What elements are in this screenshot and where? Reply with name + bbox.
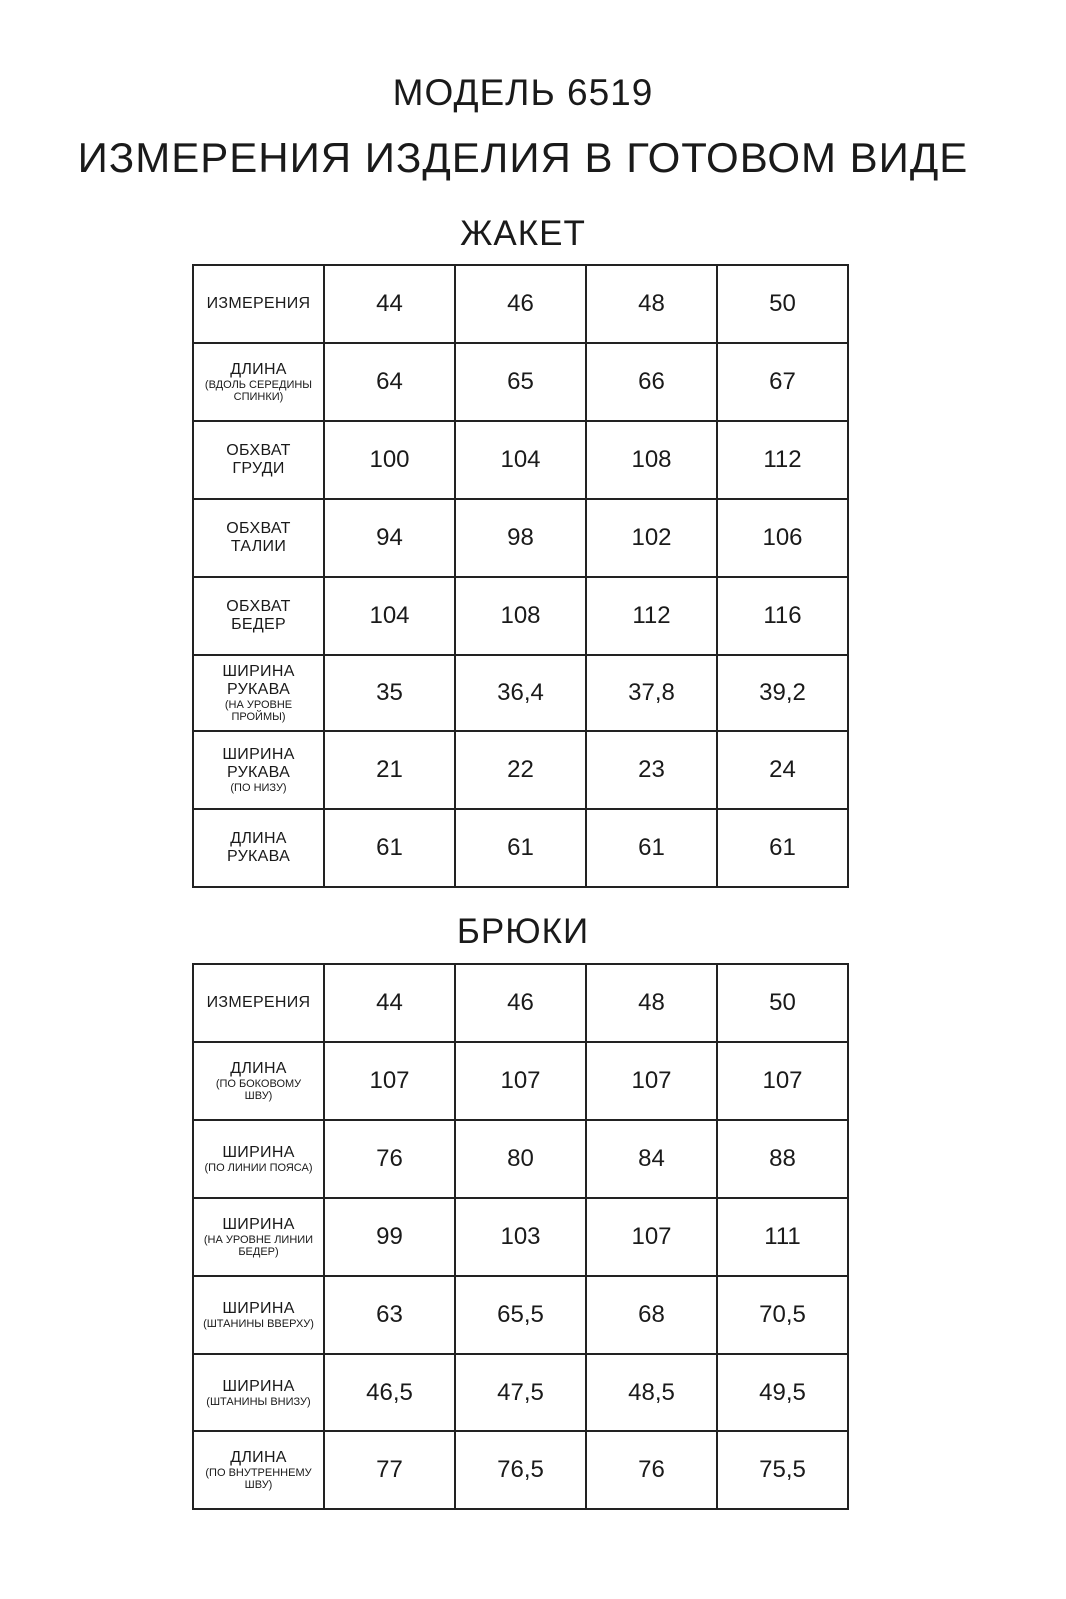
row-label-cell — [193, 499, 324, 577]
value-cell — [586, 731, 717, 809]
row-label-note: (НА УРОВНЕ — [224, 699, 293, 711]
table-row — [193, 1354, 848, 1431]
value-cell — [455, 1354, 586, 1431]
table-row — [193, 655, 848, 731]
value-cell — [717, 1276, 848, 1354]
row-label: ШИРИНА — [222, 1300, 295, 1317]
value-cell — [586, 1042, 717, 1120]
measurement-value: 47,5 — [497, 1378, 544, 1406]
table-row — [193, 1042, 848, 1120]
value-cell — [455, 499, 586, 577]
row-label: ОБХВАТ — [226, 442, 291, 459]
table-row — [193, 265, 848, 343]
value-cell — [586, 964, 717, 1042]
value-cell — [586, 655, 717, 731]
measurement-value: 112 — [632, 602, 671, 629]
row-label-cell — [193, 1042, 324, 1120]
trousers-section-title: БРЮКИ — [456, 912, 590, 951]
measurement-value: 94 — [376, 524, 403, 551]
value-cell — [455, 964, 586, 1042]
measurement-value: 50 — [769, 989, 796, 1016]
value-cell — [717, 1431, 848, 1509]
measurement-value: 107 — [369, 1067, 410, 1094]
row-label-note: ШВУ) — [244, 1479, 273, 1491]
measurement-value: 46 — [507, 989, 534, 1016]
measurement-value: 107 — [762, 1067, 803, 1094]
row-label-cell — [193, 1198, 324, 1276]
value-cell — [324, 964, 455, 1042]
measurement-value: 49,5 — [759, 1378, 806, 1406]
measurement-value: 84 — [638, 1145, 665, 1172]
row-label: ОБХВАТ — [226, 598, 291, 615]
table-row — [193, 1120, 848, 1198]
measurement-value: 61 — [638, 834, 665, 861]
trousers-table-body — [193, 964, 848, 1509]
value-cell — [324, 731, 455, 809]
measurement-value: 104 — [369, 602, 410, 629]
value-cell — [455, 1198, 586, 1276]
value-cell — [455, 1276, 586, 1354]
row-label: ОБХВАТ — [226, 520, 291, 537]
measurement-value: 50 — [769, 290, 796, 317]
measurement-value: 36,4 — [497, 679, 544, 706]
value-cell — [324, 655, 455, 731]
value-cell — [324, 1431, 455, 1509]
measurement-value: 112 — [763, 446, 802, 473]
measurement-value: 75,5 — [759, 1456, 806, 1483]
measurement-value: 98 — [507, 524, 534, 551]
value-cell — [455, 1431, 586, 1509]
value-cell — [717, 964, 848, 1042]
value-cell — [717, 421, 848, 499]
measurement-value: 35 — [376, 679, 403, 706]
row-label-cell — [193, 421, 324, 499]
row-label-note: (ПО ВНУТРЕННЕМУ — [205, 1467, 312, 1479]
row-label: ДЛИНА — [230, 830, 287, 847]
table-row — [193, 731, 848, 809]
jacket-section-title: ЖАКЕТ — [460, 214, 586, 253]
value-cell — [717, 1354, 848, 1431]
measurement-value: 99 — [376, 1223, 403, 1250]
measurement-value: 108 — [500, 602, 541, 629]
value-cell — [717, 809, 848, 887]
measurement-value: 77 — [376, 1456, 403, 1483]
row-label-cell — [193, 731, 324, 809]
measurement-value: 76 — [638, 1456, 665, 1483]
value-cell — [717, 731, 848, 809]
value-cell — [324, 499, 455, 577]
trousers-measurement-table — [192, 963, 849, 1510]
table-row — [193, 421, 848, 499]
measurement-value: 107 — [631, 1067, 672, 1094]
value-cell — [586, 1354, 717, 1431]
table-row — [193, 343, 848, 421]
value-cell — [324, 1276, 455, 1354]
row-label-note: ШВУ) — [244, 1090, 273, 1102]
value-cell — [586, 421, 717, 499]
measurement-value: 66 — [638, 368, 665, 395]
value-cell — [717, 577, 848, 655]
table-row — [193, 1276, 848, 1354]
value-cell — [324, 1198, 455, 1276]
value-cell — [586, 265, 717, 343]
measurement-value: 116 — [763, 602, 802, 629]
page-title: ИЗМЕРЕНИЯ ИЗДЕЛИЯ В ГОТОВОМ ВИДЕ — [77, 134, 969, 181]
measurement-value: 22 — [507, 756, 534, 783]
row-label: ИЗМЕРЕНИЯ — [206, 295, 311, 312]
row-label: ШИРИНА — [222, 663, 295, 680]
table-row — [193, 577, 848, 655]
table-row — [193, 1431, 848, 1509]
measurement-value: 108 — [631, 446, 672, 473]
value-cell — [455, 731, 586, 809]
value-cell — [455, 1120, 586, 1198]
measurement-value: 107 — [631, 1223, 672, 1250]
measurement-value: 106 — [762, 524, 803, 551]
row-label-cell — [193, 265, 324, 343]
row-label-note: ПРОЙМЫ) — [231, 711, 286, 723]
measurement-value: 61 — [376, 834, 403, 861]
value-cell — [455, 577, 586, 655]
measurement-value: 68 — [638, 1301, 665, 1328]
value-cell — [717, 1198, 848, 1276]
row-label-cell — [193, 1276, 324, 1354]
measurement-value: 100 — [369, 446, 410, 473]
row-label: ШИРИНА — [222, 1377, 295, 1395]
value-cell — [455, 421, 586, 499]
value-cell — [324, 265, 455, 343]
row-label-note: (ПО НИЗУ) — [230, 782, 287, 794]
row-label-cell — [193, 1120, 324, 1198]
value-cell — [717, 1120, 848, 1198]
measurement-value: 104 — [500, 446, 541, 473]
row-label-note: БЕДЕР) — [238, 1246, 279, 1258]
measurement-value: 48,5 — [628, 1378, 675, 1406]
value-cell — [324, 1120, 455, 1198]
value-cell — [455, 265, 586, 343]
row-label: ИЗМЕРЕНИЯ — [206, 994, 311, 1011]
measurement-value: 67 — [769, 368, 796, 395]
measurement-value: 46 — [507, 290, 534, 317]
value-cell — [717, 1042, 848, 1120]
row-label-cell — [193, 343, 324, 421]
row-label-note: (ПО БОКОВОМУ — [215, 1078, 302, 1090]
measurement-value: 61 — [769, 834, 796, 861]
measurement-value: 111 — [764, 1223, 801, 1250]
table-row — [193, 964, 848, 1042]
row-label: РУКАВА — [226, 764, 291, 781]
row-label-cell — [193, 964, 324, 1042]
measurement-value: 65 — [507, 368, 534, 395]
value-cell — [324, 343, 455, 421]
measurement-value: 39,2 — [759, 679, 806, 706]
value-cell — [455, 1042, 586, 1120]
measurement-value: 76 — [376, 1145, 403, 1172]
measurement-value: 37,8 — [628, 679, 675, 706]
value-cell — [324, 1042, 455, 1120]
value-cell — [455, 809, 586, 887]
row-label: ДЛИНА — [230, 1449, 287, 1466]
value-cell — [586, 809, 717, 887]
value-cell — [586, 1431, 717, 1509]
row-label: ДЛИНА — [230, 361, 287, 378]
row-label: ТАЛИИ — [230, 538, 287, 555]
row-label-note: (ШТАНИНЫ ВВЕРХУ) — [203, 1318, 314, 1330]
row-label-note: (ВДОЛЬ СЕРЕДИНЫ — [204, 379, 313, 391]
row-label-note: СПИНКИ) — [233, 391, 284, 403]
measurement-value: 44 — [376, 290, 403, 317]
row-label-cell — [193, 655, 324, 731]
value-cell — [324, 1354, 455, 1431]
model-title: МОДЕЛЬ 6519 — [392, 72, 654, 113]
value-cell — [717, 499, 848, 577]
value-cell — [324, 421, 455, 499]
row-label: РУКАВА — [226, 681, 291, 698]
jacket-measurement-table — [192, 264, 849, 888]
measurement-value: 107 — [500, 1067, 541, 1094]
row-label-note: (НА УРОВНЕ ЛИНИИ — [203, 1234, 314, 1246]
row-label-cell — [193, 1431, 324, 1509]
value-cell — [586, 1276, 717, 1354]
measurement-value: 44 — [376, 989, 403, 1016]
row-label: РУКАВА — [226, 848, 291, 865]
value-cell — [455, 655, 586, 731]
measurement-value: 103 — [500, 1223, 541, 1250]
row-label: БЕДЕР — [231, 616, 286, 633]
measurement-value: 63 — [376, 1301, 403, 1328]
row-label: ДЛИНА — [230, 1060, 287, 1077]
value-cell — [324, 577, 455, 655]
value-cell — [586, 577, 717, 655]
measurement-value: 80 — [507, 1145, 534, 1172]
value-cell — [717, 265, 848, 343]
measurement-value: 70,5 — [759, 1301, 806, 1328]
table-row — [193, 499, 848, 577]
measurement-value: 46,5 — [366, 1378, 413, 1406]
measurement-value: 65,5 — [497, 1301, 544, 1328]
measurement-value: 61 — [507, 834, 534, 861]
measurement-value: 64 — [376, 368, 403, 395]
measurement-value: 48 — [638, 290, 665, 317]
value-cell — [324, 809, 455, 887]
measurement-value: 102 — [631, 524, 672, 551]
measurement-value: 23 — [638, 756, 665, 783]
table-row — [193, 809, 848, 887]
row-label-cell — [193, 1354, 324, 1431]
row-label-cell — [193, 577, 324, 655]
row-label-note: (ШТАНИНЫ ВНИЗУ) — [206, 1395, 311, 1408]
row-label: ГРУДИ — [232, 460, 285, 477]
row-label: ШИРИНА — [222, 1216, 295, 1233]
value-cell — [586, 499, 717, 577]
row-label-note: (ПО ЛИНИИ ПОЯСА) — [204, 1162, 313, 1174]
measurement-value: 88 — [769, 1145, 796, 1172]
row-label: ШИРИНА — [222, 746, 295, 763]
measurement-value: 21 — [376, 756, 403, 783]
value-cell — [586, 343, 717, 421]
row-label: ШИРИНА — [222, 1144, 295, 1161]
measurement-value: 48 — [638, 989, 665, 1016]
row-label-cell — [193, 809, 324, 887]
jacket-table-body — [193, 265, 848, 887]
value-cell — [717, 655, 848, 731]
value-cell — [717, 343, 848, 421]
table-row — [193, 1198, 848, 1276]
value-cell — [586, 1120, 717, 1198]
value-cell — [586, 1198, 717, 1276]
measurement-value: 76,5 — [497, 1456, 544, 1483]
value-cell — [455, 343, 586, 421]
measurement-value: 24 — [769, 756, 796, 783]
